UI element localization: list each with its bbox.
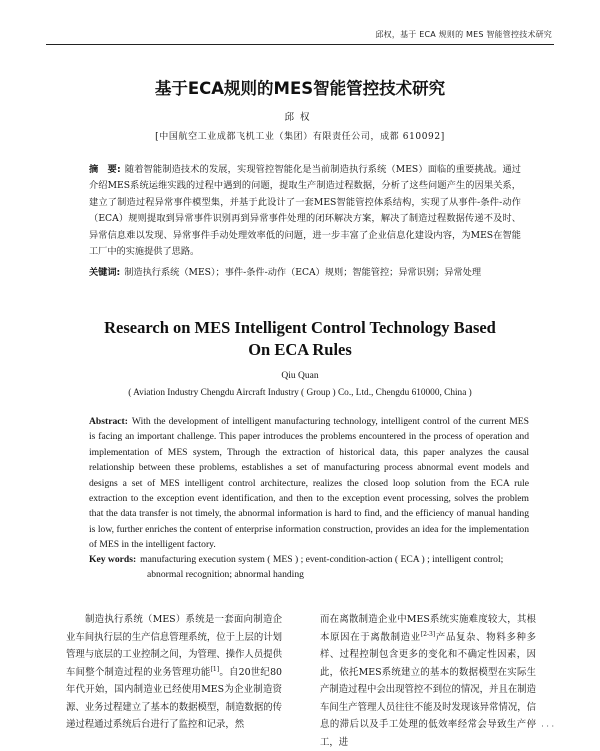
citation-ref: [1] [210,665,220,673]
chinese-title: 基于ECA规则的MES智能管控技术研究 [154,79,446,98]
english-title-line2: On ECA Rules [248,340,352,359]
english-affiliation: ( Aviation Industry Chengdu Aircraft Industry ( Group ) Co., Ltd., Chengdu 610000, China ) [128,388,472,398]
english-keywords-line2: abnormal recognition; abnormal handing [147,569,304,581]
chinese-keywords-label: 关键词: [89,267,121,278]
english-keywords-line1: manufacturing execution system ( MES ) ; event-condition-action ( ECA ) ; intelligent control; [140,554,504,565]
citation-ref: [2-3] [420,630,436,638]
body-right-text-a: 而在离散制造企业中MES系统实施难度较大，其根本原因在于离散制造业 [320,614,536,643]
chinese-keywords [89,266,529,280]
english-abstract-label: Abstract: [89,416,128,427]
english-title [0,317,600,361]
body-column-left [66,611,282,734]
english-keywords-label: Key words: [89,554,137,565]
header-rule [46,44,554,45]
page-marker: · · · [541,722,554,731]
english-abstract [89,414,529,553]
body-left-text-a: 制造执行系统（MES）系统是一套面向制造企业车间执行层的生产信息管理系统，位于上层的计划管理与底层的工业控制之间，为管理、操作人员提供车间整个制造过程的业务管理功能 [66,614,282,678]
english-keywords [89,552,529,583]
running-header: 邱权，基于 ECA 规则的 MES 智能管控技术研究 [375,30,552,39]
body-column-right [320,611,536,751]
chinese-abstract-text: 随着智能制造技术的发展，实现管控智能化是当前制造执行系统（MES）面临的重要挑战。通过介绍MES系统运维实践的过程中遇到的问题，提取生产制造过程数据，分析了这些问题产生的因果关系，建立了制造过程异常事件模型集，并基于此设计了一套MES智能管控体系结构，实现了从事件-条件-动作（ECA）规则提取到异常事件识别再到异常事件处理的闭环解决方案，解决了制造过程数据传递不及时、异常信息难以发现、异常事件手动处理效率低的问题，进一步丰富了企业信息化建设内容，为MES在智能工厂中的实施提供了思路。 [89,164,521,258]
english-abstract-text: With the development of intelligent manufacturing technology, intelligent control of the current MES is facing an important challenge. This paper introduces the problems encountered in the process of operation and implementation of MES system, Through the extraction of historical data, this paper analyzes the causal relationship between these problems, establishes a set of manufacturing process abnormal event models and designs a set of MES intelligent control architecture, realizes the closed loop solution from the ECA rule extraction to the exception event identification, and then to the exception event processing, solves the problem that the data transfer is not timely, the abnormal information is hard to find, and the efficiency of manual handing is low, further enriches the content of enterprise information construction, provides an idea for the implementation of MES in the intelligent factory. [89,416,529,551]
english-author: Qiu Quan [281,371,319,381]
chinese-author: 邱权 [284,112,316,123]
chinese-abstract [89,162,521,260]
chinese-keywords-text: 制造执行系统（MES）；事件-条件-动作（ECA）规则；智能管控；异常识别；异常处理 [124,267,482,278]
body-left-text-b: 。自20世纪80年代开始，国内制造业已经使用MES为企业制造资源、业务过程建立了基本的数据模型，制造数据的传递过程通过系统后台进行了监控和记录，然 [66,666,282,730]
chinese-affiliation: [中国航空工业成都飞机工业（集团）有限责任公司，成都 610092] [155,132,445,142]
english-title-line1: Research on MES Intelligent Control Technology Based [104,318,496,337]
body-right-text-b: 产品复杂、物料多种多样、过程控制包含更多的变化和不确定性因素，因此，依托MES系统建立的基本的数据模型在实际生产制造过程中会出现管控不到位的情况，并且在制造车间生产管理人员往往不能及时发现该异常情况，信息的滞后以及手工处理的低效率经常会导致生产停工，进 [320,631,536,748]
chinese-abstract-label: 摘 要: [89,164,121,175]
